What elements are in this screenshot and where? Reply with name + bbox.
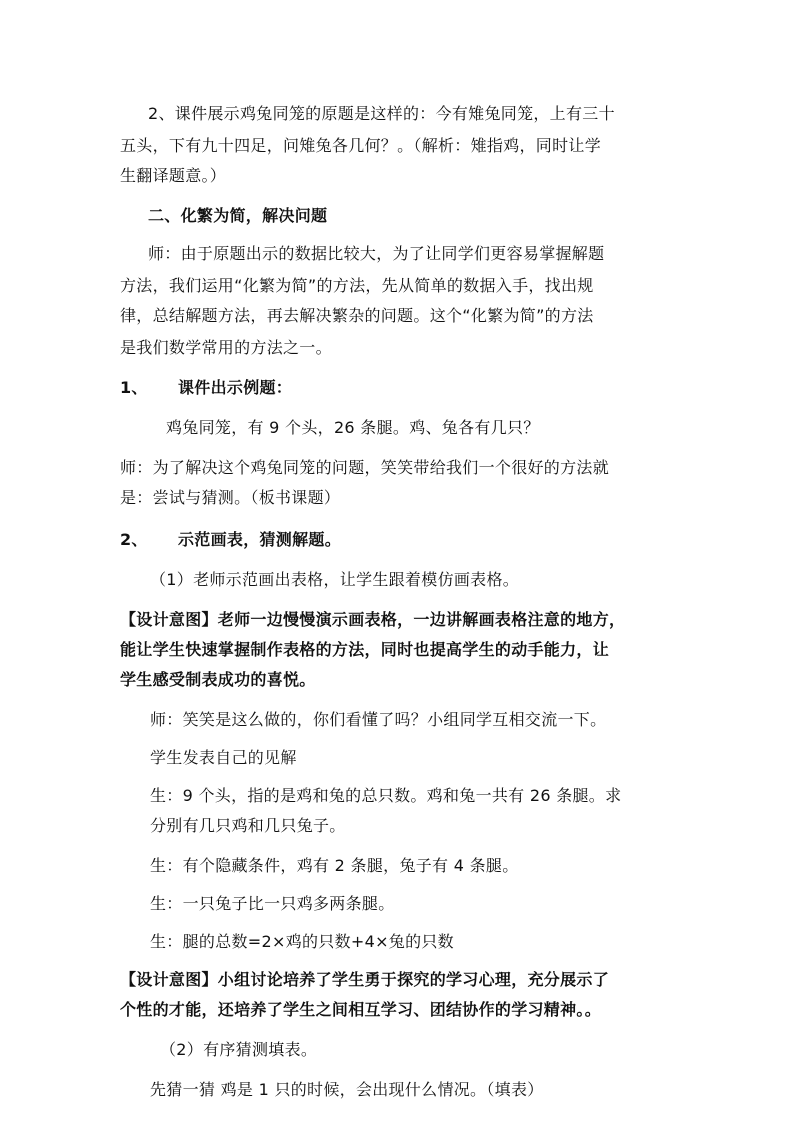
list-item-number: 1、 [120, 378, 148, 397]
paragraph-line: 生翻译题意。） [120, 166, 227, 185]
example-problem: 鸡兔同笼，有 9 个头，26 条腿。鸡、兔各有几只？ [166, 418, 540, 437]
paragraph-line: 2、课件展示鸡兔同笼的原题是这样的：今有雉兔同笼，上有三十 [148, 104, 615, 123]
paragraph-line: 师：由于原题出示的数据比较大，为了让同学们更容易掌握解题 [148, 244, 605, 263]
student-line: 学生发表自己的见解 [150, 748, 297, 767]
sub-item: （2）有序猜测填表。 [160, 1040, 318, 1059]
list-item-number: 2、 [120, 530, 148, 549]
paragraph-line: 是我们数学常用的方法之一。 [120, 338, 332, 357]
paragraph-line: 方法，我们运用“化繁为简”的方法，先从简单的数据入手，找出规 [120, 276, 594, 295]
paragraph-line: 律，总结解题方法，再去解决繁杂的问题。这个“化繁为简”的方法 [120, 306, 594, 325]
section-heading: 二、化繁为简，解决问题 [148, 206, 328, 225]
design-intent-line: 个性的才能，还培养了学生之间相互学习、团结协作的学习精神。。 [120, 1000, 602, 1019]
design-intent-line: 【设计意图】老师一边慢慢演示画表格，一边讲解画表格注意的地方， [120, 610, 626, 629]
student-line: 分别有几只鸡和几只兔子。 [150, 816, 346, 835]
student-line: 生：9 个头，指的是鸡和兔的总只数。鸡和兔一共有 26 条腿。求 [150, 786, 622, 805]
paragraph-line: 先猜一猜 鸡是 1 只的时候，会出现什么情况。（填表） [150, 1080, 544, 1099]
list-item-heading: 示范画表，猜测解题。 [178, 530, 342, 549]
paragraph-line: 师：为了解决这个鸡兔同笼的问题，笑笑带给我们一个很好的方法就 [120, 458, 610, 477]
teacher-line: 师：笑笑是这么做的，你们看懂了吗？小组同学互相交流一下。 [150, 710, 607, 729]
student-line: 生：一只兔子比一只鸡多两条腿。 [150, 894, 395, 913]
design-intent-line: 学生感受制表成功的喜悦。 [120, 670, 316, 689]
student-line: 生：腿的总数=2×鸡的只数+4×兔的只数 [150, 932, 454, 951]
student-line: 生：有个隐藏条件，鸡有 2 条腿，兔子有 4 条腿。 [150, 856, 519, 875]
sub-item: （1）老师示范画出表格，让学生跟着模仿画表格。 [150, 570, 520, 589]
paragraph-line: 是：尝试与猜测。（板书课题） [120, 488, 341, 507]
design-intent-line: 【设计意图】小组讨论培养了学生勇于探究的学习心理，充分展示了 [120, 970, 610, 989]
paragraph-line: 五头，下有九十四足，问雉兔各几何？。（解析：雉指鸡，同时让学 [120, 136, 602, 155]
design-intent-line: 能让学生快速掌握制作表格的方法，同时也提高学生的动手能力，让 [120, 640, 610, 659]
list-item-heading: 课件出示例题： [178, 378, 293, 397]
